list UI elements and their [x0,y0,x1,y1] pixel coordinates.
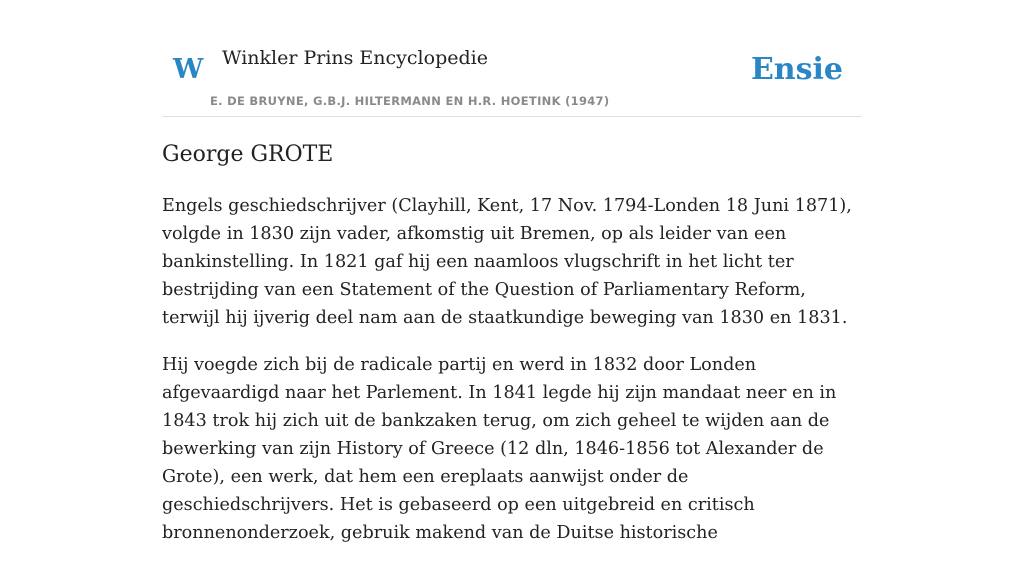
publication-header [162,0,862,117]
article-title: George GROTE [162,142,334,167]
publication-title[interactable]: Winkler Prins Encyclopedie [222,47,488,69]
article-paragraph: Engels geschiedschrijver (Clayhill, Kent, 17 Nov. 1794-Londen 18 Juni 1871), volgde in 1830 zijn vader, afkomstig uit Bremen, op als leider van een bankinstelling. In 1821 gaf hij een naamloos vlugschrift in het licht ter bestrijding van een Statement of the Question of Parliamentary Reform, terwijl hij ijverig deel nam aan de staatkundige beweging van 1830 en 1831. [162,196,852,328]
publication-authors: E. DE BRUYNE, G.B.J. HILTERMANN EN H.R. HOETINK (1947) [210,94,610,108]
publication-logo[interactable]: W [173,54,204,85]
article-paragraph: Hij voegde zich bij de radicale partij en werd in 1832 door Londen afgevaardigd naar het Parlement. In 1841 legde hij zijn mandaat neer en in 1843 trok hij zich uit de bankzaken terug, om zich geheel te wijden aan de bewerking van zijn History of Greece (12 dln, 1846-1856 tot Alexander de Grote), een werk, dat hem een ereplaats aanwijst onder de geschiedschrijvers. Het is gebaseerd op een uitgebreid en critisch bronnenonderzoek, gebruik makend van de Duitse historische [162,355,837,543]
brand-logo[interactable]: Ensie [750,52,843,87]
article-body [162,192,862,566]
